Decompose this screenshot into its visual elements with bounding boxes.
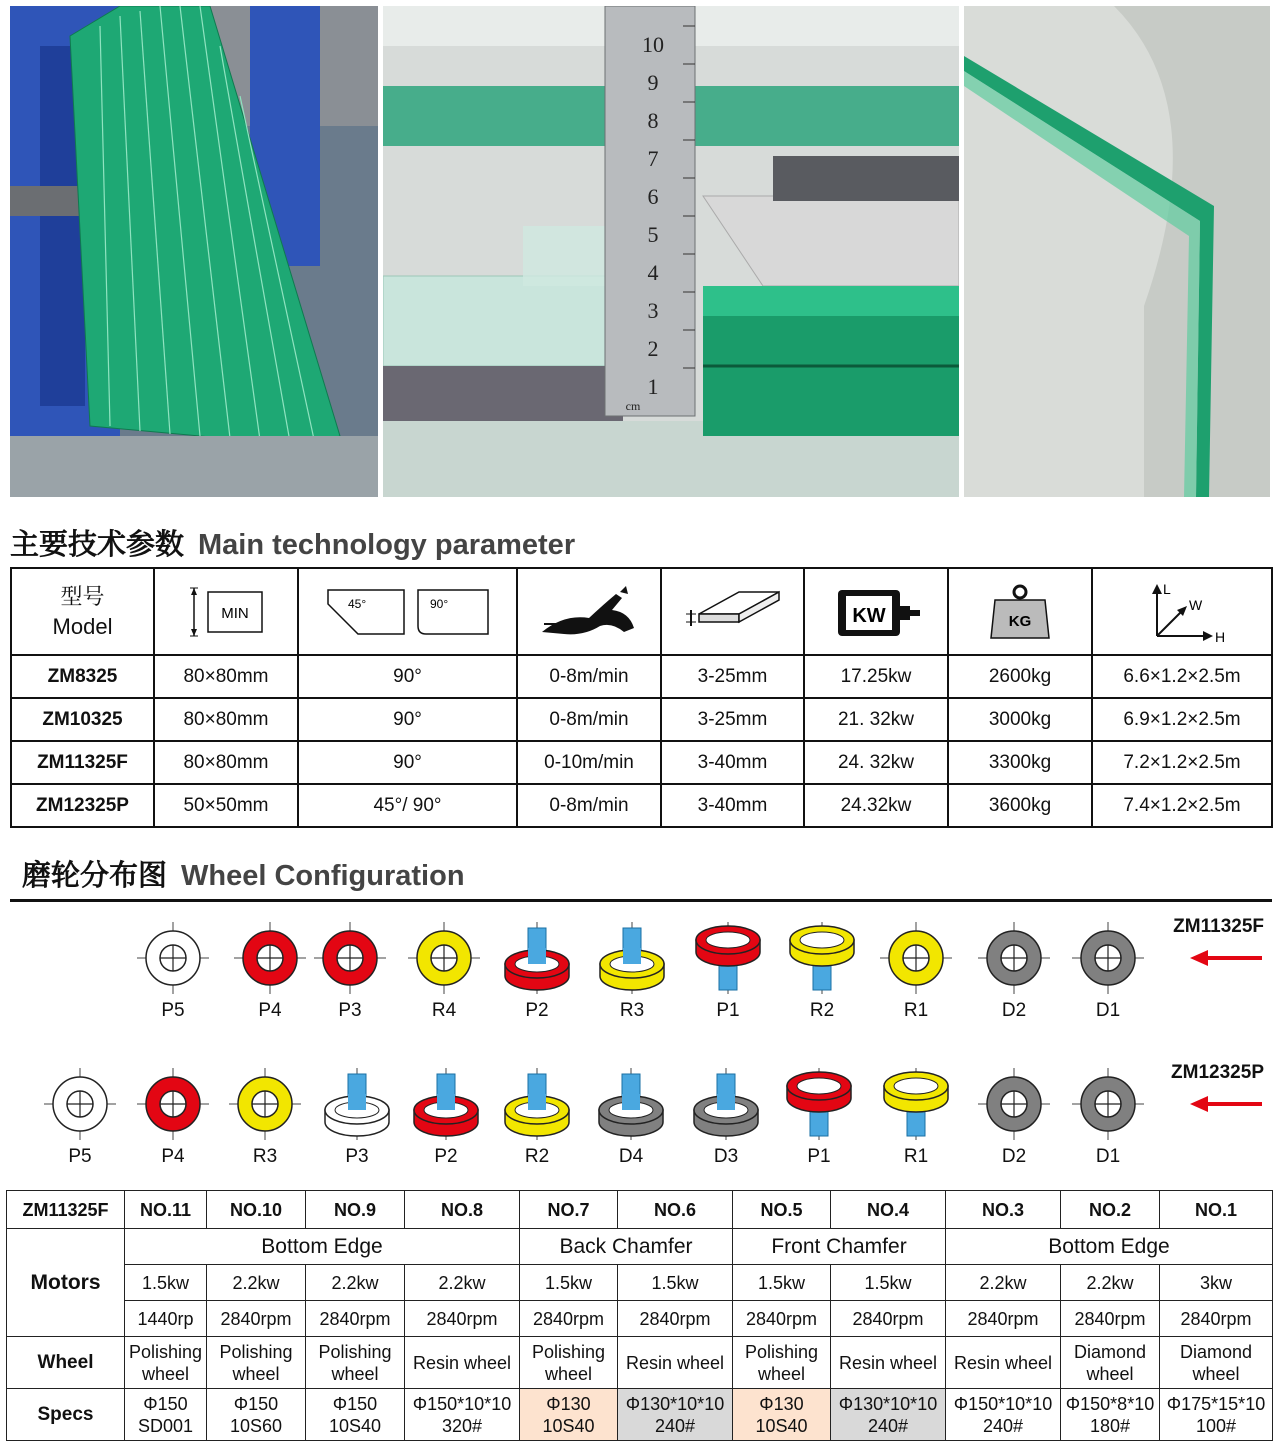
wheel-spec-line: Φ130 (759, 1393, 804, 1414)
motor-power-cell: 2.2kw (946, 1265, 1061, 1301)
wheel-type-cell (125, 1337, 207, 1389)
angle-90-label: 90° (429, 596, 448, 611)
motor-power-cell: 2.2kw (207, 1265, 306, 1301)
grinding-wheel-icon (779, 1064, 859, 1144)
grinding-wheel (591, 1064, 671, 1168)
model-header-cn: 型号 (60, 583, 105, 609)
dim-l-label: L (1163, 580, 1171, 597)
cell-power: 21. 32kw (804, 698, 948, 741)
wheel-position-label: P2 (434, 1146, 458, 1167)
spec-size-row (7, 1389, 1273, 1441)
ruler-number: 8 (647, 108, 659, 133)
cell-speed: 0-10m/min (517, 741, 661, 784)
motor-power-cell: 1.5kw (520, 1265, 618, 1301)
ruler-number: 4 (647, 260, 659, 285)
angle-header (298, 568, 517, 655)
grinding-wheel-icon (974, 1064, 1054, 1144)
wheel-position-label: D1 (1095, 1146, 1121, 1167)
grinding-wheel (497, 918, 577, 1022)
wheel-position-label: D4 (618, 1146, 644, 1167)
grinding-wheel (974, 1064, 1054, 1168)
wheel-spec-cell (405, 1389, 520, 1441)
grinding-wheel (686, 1064, 766, 1168)
grinding-wheel-icon (1068, 1064, 1148, 1144)
cell-thickness: 3-25mm (661, 655, 804, 698)
cell-speed: 0-8m/min (517, 784, 661, 827)
wheel-type-line: Polishing (744, 1341, 819, 1362)
min-size-icon (186, 584, 266, 640)
wheel-type-line: wheel (544, 1363, 593, 1384)
wheel-position-label: R3 (619, 1000, 645, 1021)
grinding-wheel (310, 918, 390, 1022)
wheel-spec-line: Φ175*15*10 (1166, 1393, 1266, 1414)
grinding-wheel-icon (974, 918, 1054, 998)
motor-power-cell: 2.2kw (405, 1265, 520, 1301)
grinding-wheel (230, 918, 310, 1022)
wheel-type-cell (520, 1337, 618, 1389)
wheel-position-label: R1 (903, 1000, 929, 1021)
motor-power-cell: 1.5kw (831, 1265, 946, 1301)
wheel-spec-cell (125, 1389, 207, 1441)
weight-kg-icon (985, 582, 1055, 642)
wheel-position-label: P3 (345, 1146, 369, 1167)
wheel-type-cell (1160, 1337, 1273, 1389)
cell-power: 24. 32kw (804, 741, 948, 784)
cell-model: ZM8325 (11, 655, 154, 698)
wheel-row-model: ZM12325P (1171, 1062, 1264, 1083)
wheel-spec-cell (831, 1389, 946, 1441)
motor-rpm-cell: 2840rpm (1061, 1301, 1160, 1337)
cell-weight: 3600kg (948, 784, 1092, 827)
grinding-wheel (1068, 1064, 1148, 1168)
wheel-spec-line: 240# (982, 1415, 1024, 1436)
wheel-position-label: P4 (161, 1146, 185, 1167)
wheel-type-line: Polishing (531, 1341, 606, 1362)
motor-rpm-cell: 2840rpm (831, 1301, 946, 1337)
min-label: MIN (221, 604, 249, 622)
grinding-wheel (688, 918, 768, 1022)
wheel-spec-cell (207, 1389, 306, 1441)
cell-angle: 90° (298, 741, 517, 784)
wheel-spec-line: 10S40 (328, 1415, 382, 1436)
motor-number-cell: NO.8 (405, 1191, 520, 1229)
cell-weight: 3000kg (948, 698, 1092, 741)
dim-w-label: W (1189, 596, 1203, 613)
tech-parameter-heading (10, 522, 575, 563)
cell-weight: 3300kg (948, 741, 1092, 784)
ruler-number: 7 (647, 146, 659, 171)
cell-model: ZM10325 (11, 698, 154, 741)
parameter-header-row (11, 568, 1272, 655)
wheel-type-line: wheel (232, 1363, 280, 1384)
motor-number-cell: NO.3 (946, 1191, 1061, 1229)
cell-min-glass: 80×80mm (154, 741, 298, 784)
cell-model: ZM12325P (11, 784, 154, 827)
ruler-number: 9 (647, 70, 659, 95)
wheel-type-line: Resin wheel (953, 1352, 1053, 1373)
ruler-unit: cm (625, 399, 641, 413)
motor-number-cell: NO.10 (207, 1191, 306, 1229)
ruler-number: 10 (642, 32, 664, 57)
wheel-spec-table (6, 1190, 1273, 1441)
grinding-wheel (782, 918, 862, 1022)
wheel-spec-line: 10S40 (542, 1415, 595, 1436)
grinding-wheel-icon (133, 1064, 213, 1144)
running-rabbit-icon (534, 584, 644, 640)
speed-header (517, 568, 661, 655)
green-glass-strips-photo (10, 6, 378, 497)
wheel-type-cell (831, 1337, 946, 1389)
wheel-position-label: P3 (338, 1000, 362, 1021)
wheel-position-label: R2 (524, 1146, 550, 1167)
chamfer-angle-icon (318, 584, 498, 640)
motor-rpm-cell: 2840rpm (207, 1301, 306, 1337)
grinding-wheel (974, 918, 1054, 1022)
wheel-spec-line: Φ150 (332, 1393, 378, 1414)
motor-rpm-cell: 2840rpm (405, 1301, 520, 1337)
edge-group-cell: Back Chamfer (520, 1229, 733, 1265)
motor-number-cell: NO.2 (1061, 1191, 1160, 1229)
motor-number-cell: NO.9 (306, 1191, 405, 1229)
wheel-position-label: P5 (161, 1000, 185, 1021)
wheel-type-cell (207, 1337, 306, 1389)
dimension-axes-icon (1137, 580, 1227, 644)
wheel-row-zm12325p (0, 1064, 1280, 1174)
motor-number-cell: NO.5 (733, 1191, 831, 1229)
cell-angle: 45°/ 90° (298, 784, 517, 827)
cell-thickness: 3-40mm (661, 741, 804, 784)
wheel-type-line: Diamond (1073, 1341, 1147, 1362)
motor-number-cell: NO.7 (520, 1191, 618, 1229)
parameter-row (11, 698, 1272, 741)
cell-angle: 90° (298, 655, 517, 698)
grinding-wheel-icon (1068, 918, 1148, 998)
wheel-spec-line: 240# (654, 1415, 696, 1436)
motor-rpm-cell: 2840rpm (1160, 1301, 1273, 1337)
wheel-type-line: Polishing (128, 1341, 203, 1362)
wheel-type-cell (618, 1337, 733, 1389)
grinding-wheel-icon (40, 1064, 120, 1144)
spec-header-row (7, 1191, 1273, 1229)
wheel-spec-cell (306, 1389, 405, 1441)
motor-rpm-cell: 2840rpm (618, 1301, 733, 1337)
wheel-position-label: R1 (903, 1146, 929, 1167)
wheel-type-cell (306, 1337, 405, 1389)
glass-thickness-icon (683, 584, 783, 640)
motor-number-cell: NO.6 (618, 1191, 733, 1229)
motor-rpm-cell: 1440rp (125, 1301, 207, 1337)
motor-power-cell: 1.5kw (733, 1265, 831, 1301)
motor-power-cell: 3kw (1160, 1265, 1273, 1301)
grinding-wheel-icon (497, 1064, 577, 1144)
wheel-position-label: R3 (252, 1146, 278, 1167)
heading-cn: 磨轮分布图 (22, 858, 168, 892)
cell-thickness: 3-25mm (661, 698, 804, 741)
cell-speed: 0-8m/min (517, 655, 661, 698)
cell-size: 7.4×1.2×2.5m (1092, 784, 1272, 827)
angle-45-label: 45° (347, 596, 366, 611)
grinding-wheel (133, 918, 213, 1022)
spec-group-row (7, 1229, 1273, 1265)
glass-corner-edge-photo (964, 6, 1270, 497)
grinding-wheel-icon (686, 1064, 766, 1144)
wheel-spec-line: Φ130*10*10 (838, 1393, 938, 1414)
wheel-position-label: P1 (807, 1146, 831, 1167)
motor-rpm-cell: 2840rpm (946, 1301, 1061, 1337)
grinding-wheel-icon (406, 1064, 486, 1144)
grinding-wheel (406, 1064, 486, 1168)
wheel-type-line: wheel (1192, 1363, 1240, 1384)
cell-size: 7.2×1.2×2.5m (1092, 741, 1272, 784)
kw-label: KW (852, 604, 886, 627)
wheel-type-line: Diamond (1179, 1341, 1253, 1362)
wheel-configuration-heading (22, 853, 465, 894)
grinding-wheel-icon (876, 1064, 956, 1144)
grinding-wheel-icon (317, 1064, 397, 1144)
kg-label: KG (1008, 612, 1032, 630)
cell-weight: 2600kg (948, 655, 1092, 698)
motor-power-cell: 1.5kw (618, 1265, 733, 1301)
model-header (11, 568, 154, 655)
grinding-wheel-icon (230, 918, 310, 998)
motor-rpm-cell: 2840rpm (306, 1301, 405, 1337)
wheel-spec-line: Φ150*8*10 (1065, 1393, 1155, 1414)
wheel-type-cell (733, 1337, 831, 1389)
wheel-spec-line: 240# (867, 1415, 909, 1436)
wheel-spec-line: SD001 (137, 1415, 194, 1436)
cell-power: 24.32kw (804, 784, 948, 827)
wheel-position-label: D2 (1001, 1000, 1027, 1021)
grinding-wheel (404, 918, 484, 1022)
grinding-wheel-icon (133, 918, 213, 998)
wheel-type-line: wheel (757, 1363, 806, 1384)
motor-number-cell: NO.4 (831, 1191, 946, 1229)
dimension-header (1092, 568, 1272, 655)
wheel-spec-line: Φ150 (143, 1393, 188, 1414)
wheel-type-line: Polishing (219, 1341, 293, 1362)
wheel-position-label: D1 (1095, 1000, 1121, 1021)
motor-power-cell: 2.2kw (306, 1265, 405, 1301)
cell-angle: 90° (298, 698, 517, 741)
model-header-en: Model (52, 613, 113, 639)
wheel-type-line: wheel (141, 1363, 190, 1384)
cell-model: ZM11325F (11, 741, 154, 784)
section-divider (10, 899, 1272, 902)
cell-speed: 0-8m/min (517, 698, 661, 741)
cell-thickness: 3-40mm (661, 784, 804, 827)
edge-group-cell: Bottom Edge (125, 1229, 520, 1265)
grinding-wheel (779, 1064, 859, 1168)
grinding-wheel (40, 1064, 120, 1168)
wheel-position-label: P4 (258, 1000, 282, 1021)
wheel-spec-line: 320# (441, 1415, 483, 1436)
wheel-position-label: P1 (716, 1000, 740, 1021)
motors-row-label: Motors (7, 1229, 125, 1337)
grinding-wheel-icon (404, 918, 484, 998)
grinding-wheel-icon (782, 918, 862, 998)
spec-wheel-row (7, 1337, 1273, 1389)
spec-kw-row (7, 1265, 1273, 1301)
wheel-spec-line: Φ150 (233, 1393, 279, 1414)
thickness-header (661, 568, 804, 655)
wheel-spec-cell (618, 1389, 733, 1441)
wheel-spec-cell (1061, 1389, 1160, 1441)
wheel-spec-line: Φ130 (546, 1393, 591, 1414)
motor-power-cell: 1.5kw (125, 1265, 207, 1301)
cell-size: 6.6×1.2×2.5m (1092, 655, 1272, 698)
power-header (804, 568, 948, 655)
wheel-row-label: Wheel (7, 1337, 125, 1389)
grinding-wheel (225, 1064, 305, 1168)
ruler-number: 3 (647, 298, 659, 323)
parameter-table (10, 567, 1273, 828)
ruler-number: 2 (647, 336, 659, 361)
motor-number-cell: NO.1 (1160, 1191, 1273, 1229)
grinding-wheel-icon (310, 918, 390, 998)
weight-header (948, 568, 1092, 655)
ruler-number: 6 (647, 184, 659, 209)
grinding-wheel-icon (497, 918, 577, 998)
wheel-type-line: Resin wheel (625, 1352, 725, 1373)
thick-glass-ruler-photo (383, 6, 959, 497)
grinding-wheel-icon (876, 918, 956, 998)
wheel-spec-line: Φ150*10*10 (953, 1393, 1053, 1414)
grinding-wheel-icon (688, 918, 768, 998)
wheel-type-line: Resin wheel (838, 1352, 938, 1373)
grinding-wheel (317, 1064, 397, 1168)
heading-en: Wheel Configuration (181, 860, 465, 892)
wheel-spec-line: 10S40 (755, 1415, 808, 1436)
motor-power-cell: 2.2kw (1061, 1265, 1160, 1301)
cell-min-glass: 80×80mm (154, 655, 298, 698)
wheel-type-line: Polishing (318, 1341, 392, 1362)
parameter-row (11, 655, 1272, 698)
grinding-wheel-icon (592, 918, 672, 998)
wheel-position-label: P5 (68, 1146, 92, 1167)
motor-power-icon (826, 582, 926, 642)
wheel-position-label: D2 (1001, 1146, 1027, 1167)
grinding-wheel (592, 918, 672, 1022)
specs-row-label: Specs (7, 1389, 125, 1441)
wheel-spec-line: 180# (1089, 1415, 1131, 1436)
cell-power: 17.25kw (804, 655, 948, 698)
grinding-wheel-icon (591, 1064, 671, 1144)
ruler-number: 5 (647, 222, 659, 247)
wheel-row-zm11325f (0, 918, 1280, 1028)
spec-model-cell: ZM11325F (7, 1191, 125, 1229)
grinding-wheel (876, 918, 956, 1022)
wheel-type-cell (405, 1337, 520, 1389)
wheel-type-cell (1061, 1337, 1160, 1389)
wheel-spec-cell (1160, 1389, 1273, 1441)
wheel-row-model: ZM11325F (1173, 916, 1264, 937)
motor-rpm-cell: 2840rpm (520, 1301, 618, 1337)
grinding-wheel (1068, 918, 1148, 1022)
dim-h-label: H (1215, 628, 1226, 644)
cell-size: 6.9×1.2×2.5m (1092, 698, 1272, 741)
wheel-type-line: Resin wheel (412, 1352, 512, 1373)
wheel-type-line: wheel (331, 1363, 379, 1384)
wheel-position-label: P2 (525, 1000, 549, 1021)
edge-group-cell: Front Chamfer (733, 1229, 946, 1265)
wheel-spec-line: 10S60 (229, 1415, 283, 1436)
wheel-position-label: R4 (431, 1000, 457, 1021)
ruler-number: 1 (647, 374, 659, 399)
motor-rpm-cell: 2840rpm (733, 1301, 831, 1337)
wheel-type-line: wheel (1086, 1363, 1134, 1384)
wheel-spec-cell (946, 1389, 1061, 1441)
wheel-type-cell (946, 1337, 1061, 1389)
feed-direction-arrow-icon (1190, 948, 1262, 968)
wheel-spec-cell (520, 1389, 618, 1441)
wheel-position-label: R2 (809, 1000, 835, 1021)
parameter-row (11, 741, 1272, 784)
edge-group-cell: Bottom Edge (946, 1229, 1273, 1265)
wheel-spec-line: Φ130*10*10 (625, 1393, 725, 1414)
cell-min-glass: 80×80mm (154, 698, 298, 741)
wheel-position-label: D3 (713, 1146, 739, 1167)
heading-cn: 主要技术参数 (10, 527, 185, 561)
feed-direction-arrow-icon (1190, 1094, 1262, 1114)
grinding-wheel-icon (225, 1064, 305, 1144)
cell-min-glass: 50×50mm (154, 784, 298, 827)
wheel-spec-line: 100# (1195, 1415, 1237, 1436)
wheel-spec-cell (733, 1389, 831, 1441)
min-size-header (154, 568, 298, 655)
spec-rpm-row (7, 1301, 1273, 1337)
motor-number-cell: NO.11 (125, 1191, 207, 1229)
parameter-row (11, 784, 1272, 827)
grinding-wheel (133, 1064, 213, 1168)
grinding-wheel (876, 1064, 956, 1168)
heading-en: Main technology parameter (198, 529, 576, 561)
wheel-spec-line: Φ150*10*10 (412, 1393, 512, 1414)
grinding-wheel (497, 1064, 577, 1168)
